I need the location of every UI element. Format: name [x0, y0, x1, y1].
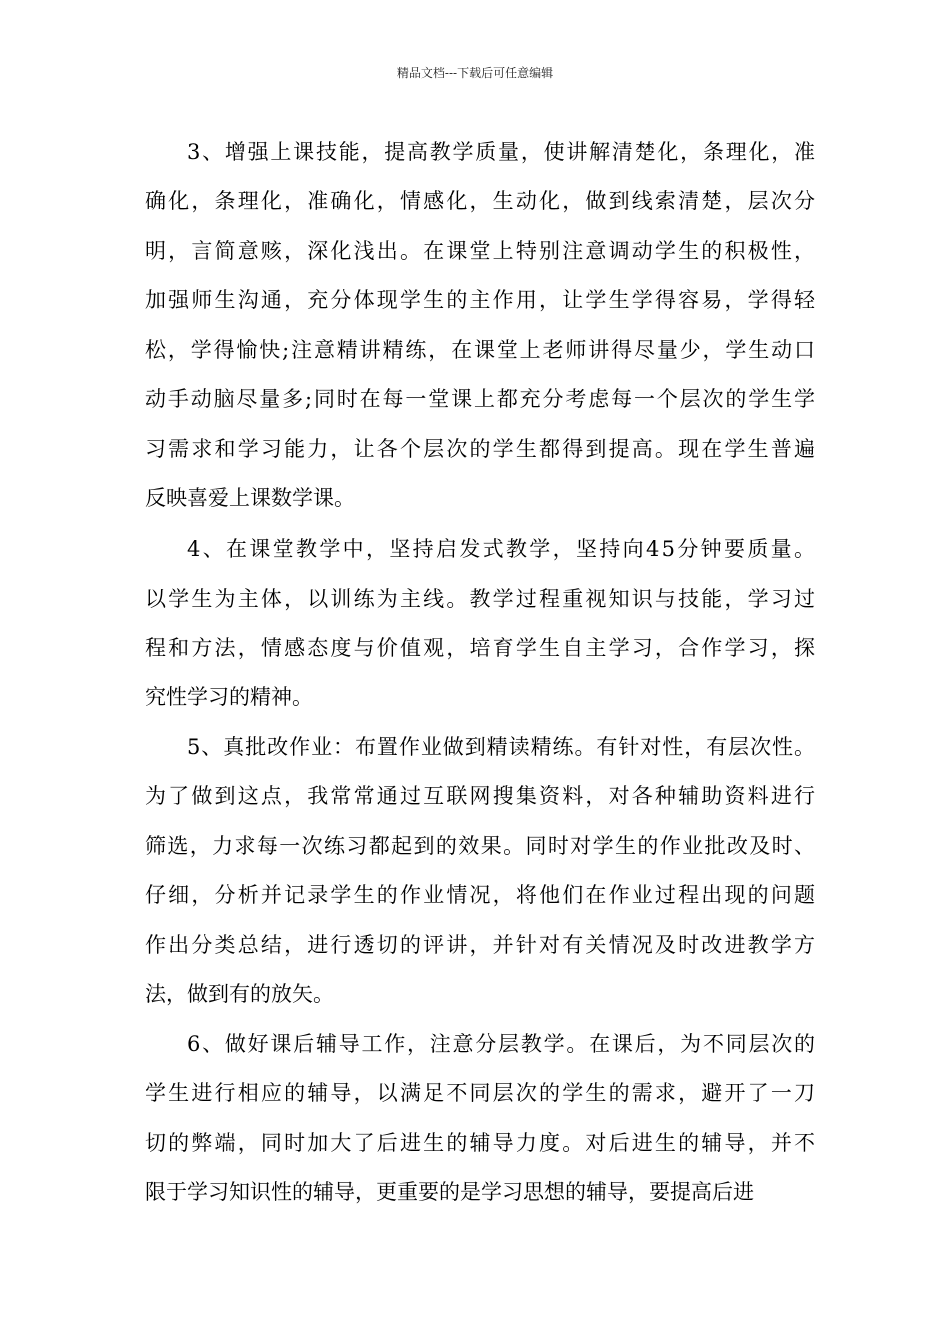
- text-line: 作出分类总结，进行透切的评讲，并针对有关情况及时改进教学方: [145, 933, 818, 957]
- text-line: 3、增强上课技能，提高教学质量，使讲解清楚化，条理化，准: [187, 140, 817, 164]
- text-line: 以学生为主体，以训练为主线。教学过程重视知识与技能，学习过: [145, 587, 818, 611]
- text-line: 筛选，力求每一次练习都起到的效果。同时对学生的作业批改及时、: [145, 834, 817, 858]
- text-line: 松，学得愉快;注意精讲精练，在课堂上老师讲得尽量少，学生动口: [145, 338, 817, 362]
- text-line: 4、在课堂教学中，坚持启发式教学，坚持向45分钟要质量。: [187, 537, 818, 561]
- text-line: 仔细，分析并记录学生的作业情况，将他们在作业过程出现的问题: [145, 883, 818, 907]
- text-line: 限于学习知识性的辅导，更重要的是学习思想的辅导，要提高后进: [145, 1180, 754, 1204]
- text-line: 切的弊端，同时加大了后进生的辅导力度。对后进生的辅导，并不: [145, 1131, 818, 1155]
- text-line: 究性学习的精神。: [145, 685, 313, 709]
- text-line: 习需求和学习能力，让各个层次的学生都得到提高。现在学生普遍: [145, 437, 818, 461]
- text-line: 确化，条理化，准确化，情感化，生动化，做到线索清楚，层次分: [145, 189, 818, 213]
- text-line: 反映喜爱上课数学课。: [145, 486, 355, 510]
- text-line: 程和方法，情感态度与价值观，培育学生自主学习，合作学习，探: [145, 636, 818, 660]
- text-line: 明，言简意赅，深化浅出。在课堂上特别注意调动学生的积极性，: [145, 239, 818, 263]
- text-line: 为了做到这点，我常常通过互联网搜集资料，对各种辅助资料进行: [145, 784, 818, 808]
- text-line: 学生进行相应的辅导，以满足不同层次的学生的需求，避开了一刀: [145, 1081, 818, 1105]
- text-line: 加强师生沟通，充分体现学生的主作用，让学生学得容易，学得轻: [145, 288, 818, 312]
- text-line: 动手动脑尽量多;同时在每一堂课上都充分考虑每一个层次的学生学: [145, 387, 817, 411]
- text-line: 5、真批改作业：布置作业做到精读精练。有针对性，有层次性。: [187, 735, 816, 759]
- text-line: 6、做好课后辅导工作，注意分层教学。在课后，为不同层次的: [187, 1032, 817, 1056]
- text-line: 法，做到有的放矢。: [145, 982, 334, 1006]
- page-header: 精品文档---下载后可任意编辑: [396, 66, 554, 80]
